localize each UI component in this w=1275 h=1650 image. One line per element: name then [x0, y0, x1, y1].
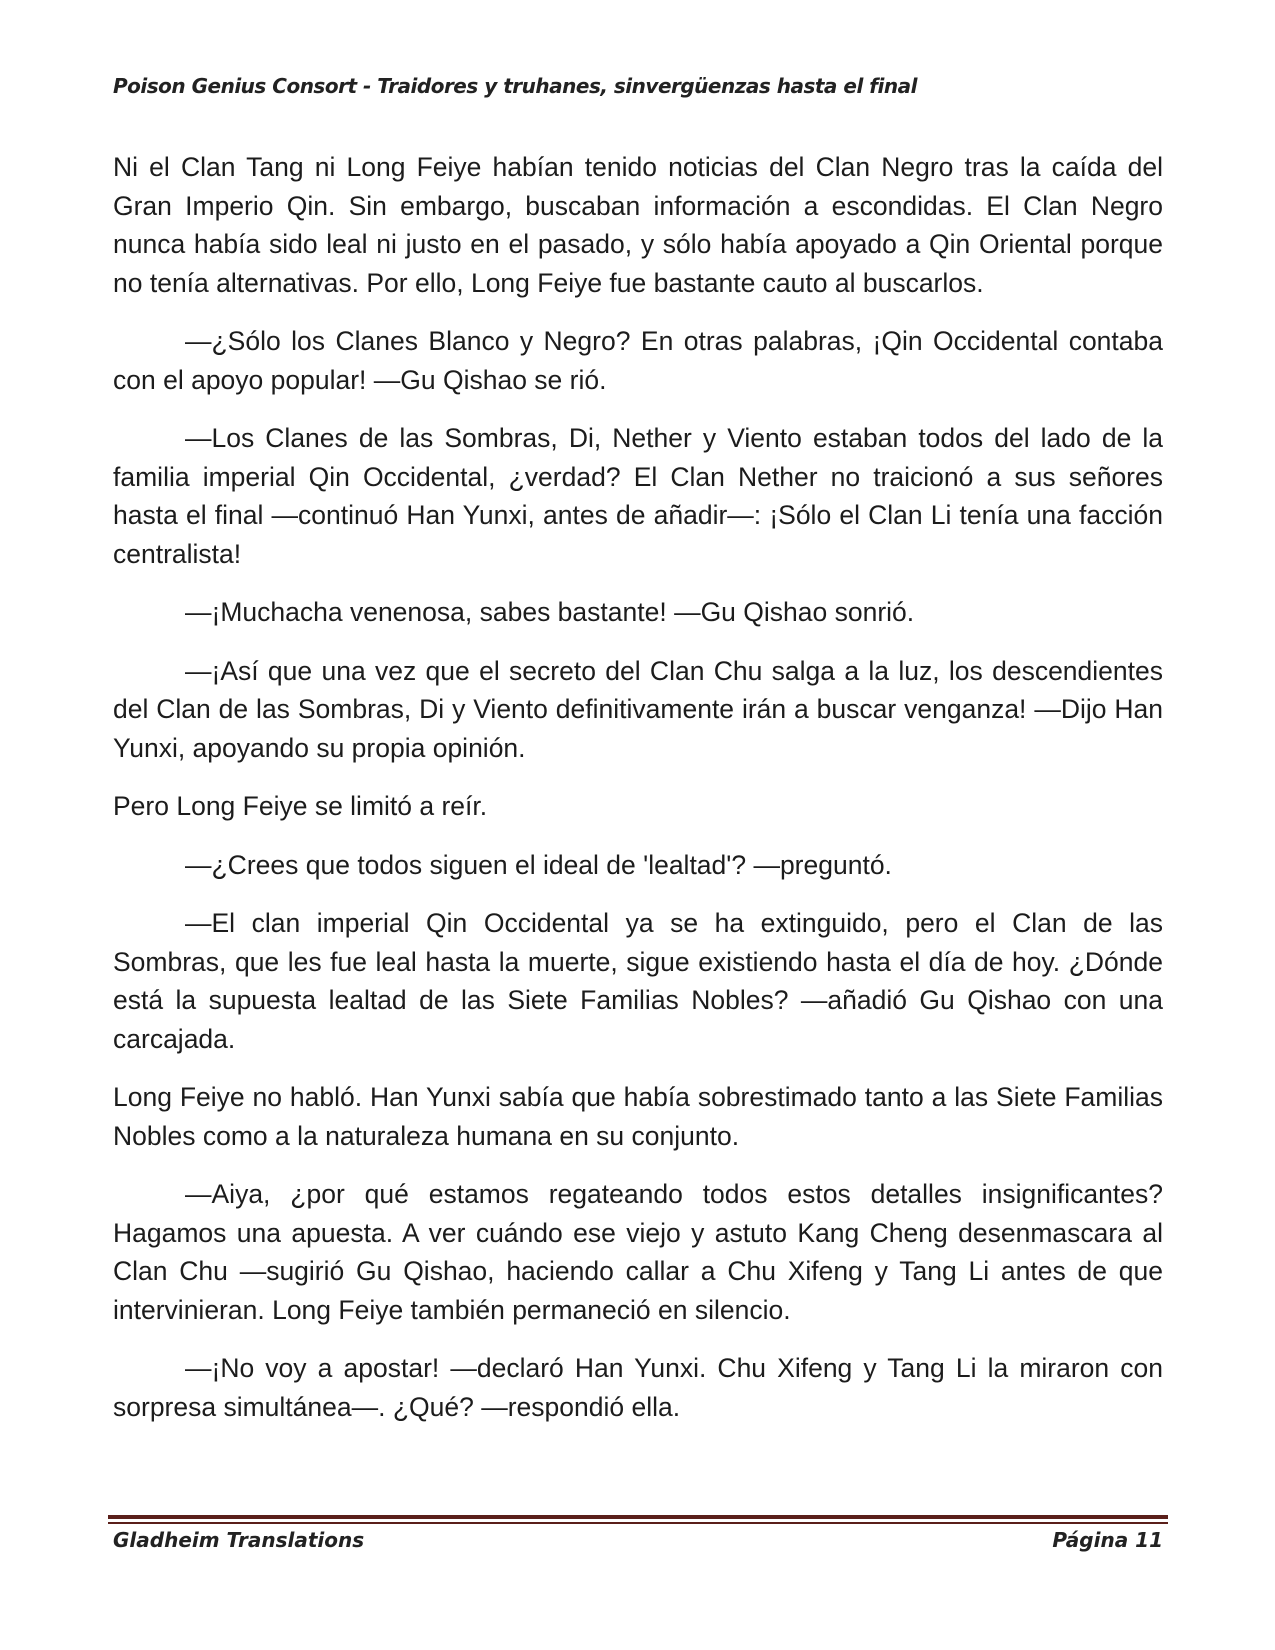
- paragraph: —¡Así que una vez que el secreto del Clan Chu salga a la luz, los descendientes del Clan de las Sombras, Di y Viento definitivamente irán a buscar venganza! —Dijo Han Yunxi, apoyando su propia opinión.: [113, 655, 1163, 763]
- paragraph: —¡No voy a apostar! —declaró Han Yunxi. Chu Xifeng y Tang Li la miraron con sorpresa simultánea—. ¿Qué? —respondió ella.: [113, 1353, 1163, 1422]
- paragraph: —¿Sólo los Clanes Blanco y Negro? En otras palabras, ¡Qin Occidental contaba con el apoyo popular! —Gu Qishao se rió.: [113, 326, 1163, 395]
- paragraph: —Los Clanes de las Sombras, Di, Nether y Viento estaban todos del lado de la familia imperial Qin Occidental, ¿verdad? El Clan Nether no traicionó a sus señores hasta el final —continuó Han Yunxi, antes de añadir—: ¡Sólo el Clan Li tenía una facción centralista!: [113, 423, 1163, 569]
- footer-page-number: Página 11: [1052, 1528, 1163, 1552]
- paragraph: Pero Long Feiye se limitó a reír.: [113, 791, 488, 821]
- paragraph: —Aiya, ¿por qué estamos regateando todos estos detalles insignificantes? Hagamos una apuesta. A ver cuándo ese viejo y astuto Kang Cheng desenmascara al Clan Chu —sugirió Gu Qishao, haciendo callar a Chu Xifeng y Tang Li antes de que intervinieran. Long Feiye también permaneció en silencio.: [113, 1179, 1163, 1325]
- footer-rule-thin: [108, 1522, 1168, 1524]
- footer-rule-thick: [108, 1515, 1168, 1519]
- paragraph: —¿Crees que todos siguen el ideal de 'lealtad'? —preguntó.: [185, 849, 892, 880]
- footer-publisher: Gladheim Translations: [113, 1528, 365, 1552]
- paragraph: —¡Muchacha venenosa, sabes bastante! —Gu Qishao sonrió.: [185, 597, 915, 627]
- running-header: Poison Genius Consort - Traidores y truhanes, sinvergüenzas hasta el final: [113, 74, 917, 98]
- paragraph: —El clan imperial Qin Occidental ya se ha extinguido, pero el Clan de las Sombras, que les fue leal hasta la muerte, sigue existiendo hasta el día de hoy. ¿Dónde está la supuesta lealtad de las Siete Familias Nobles? —añadió Gu Qishao con una carcajada.: [113, 908, 1163, 1054]
- body-text: [113, 148, 1163, 1446]
- paragraph: Long Feiye no habló. Han Yunxi sabía que había sobrestimado tanto a las Siete Familias Nobles como a la naturaleza humana en su conjunto.: [113, 1082, 1163, 1151]
- paragraph: Ni el Clan Tang ni Long Feiye habían tenido noticias del Clan Negro tras la caída del Gran Imperio Qin. Sin embargo, buscaban información a escondidas. El Clan Negro nunca había sido leal ni justo en el pasado, y sólo había apoyado a Qin Oriental porque no tenía alternativas. Por ello, Long Feiye fue bastante cauto al buscarlos.: [113, 152, 1163, 298]
